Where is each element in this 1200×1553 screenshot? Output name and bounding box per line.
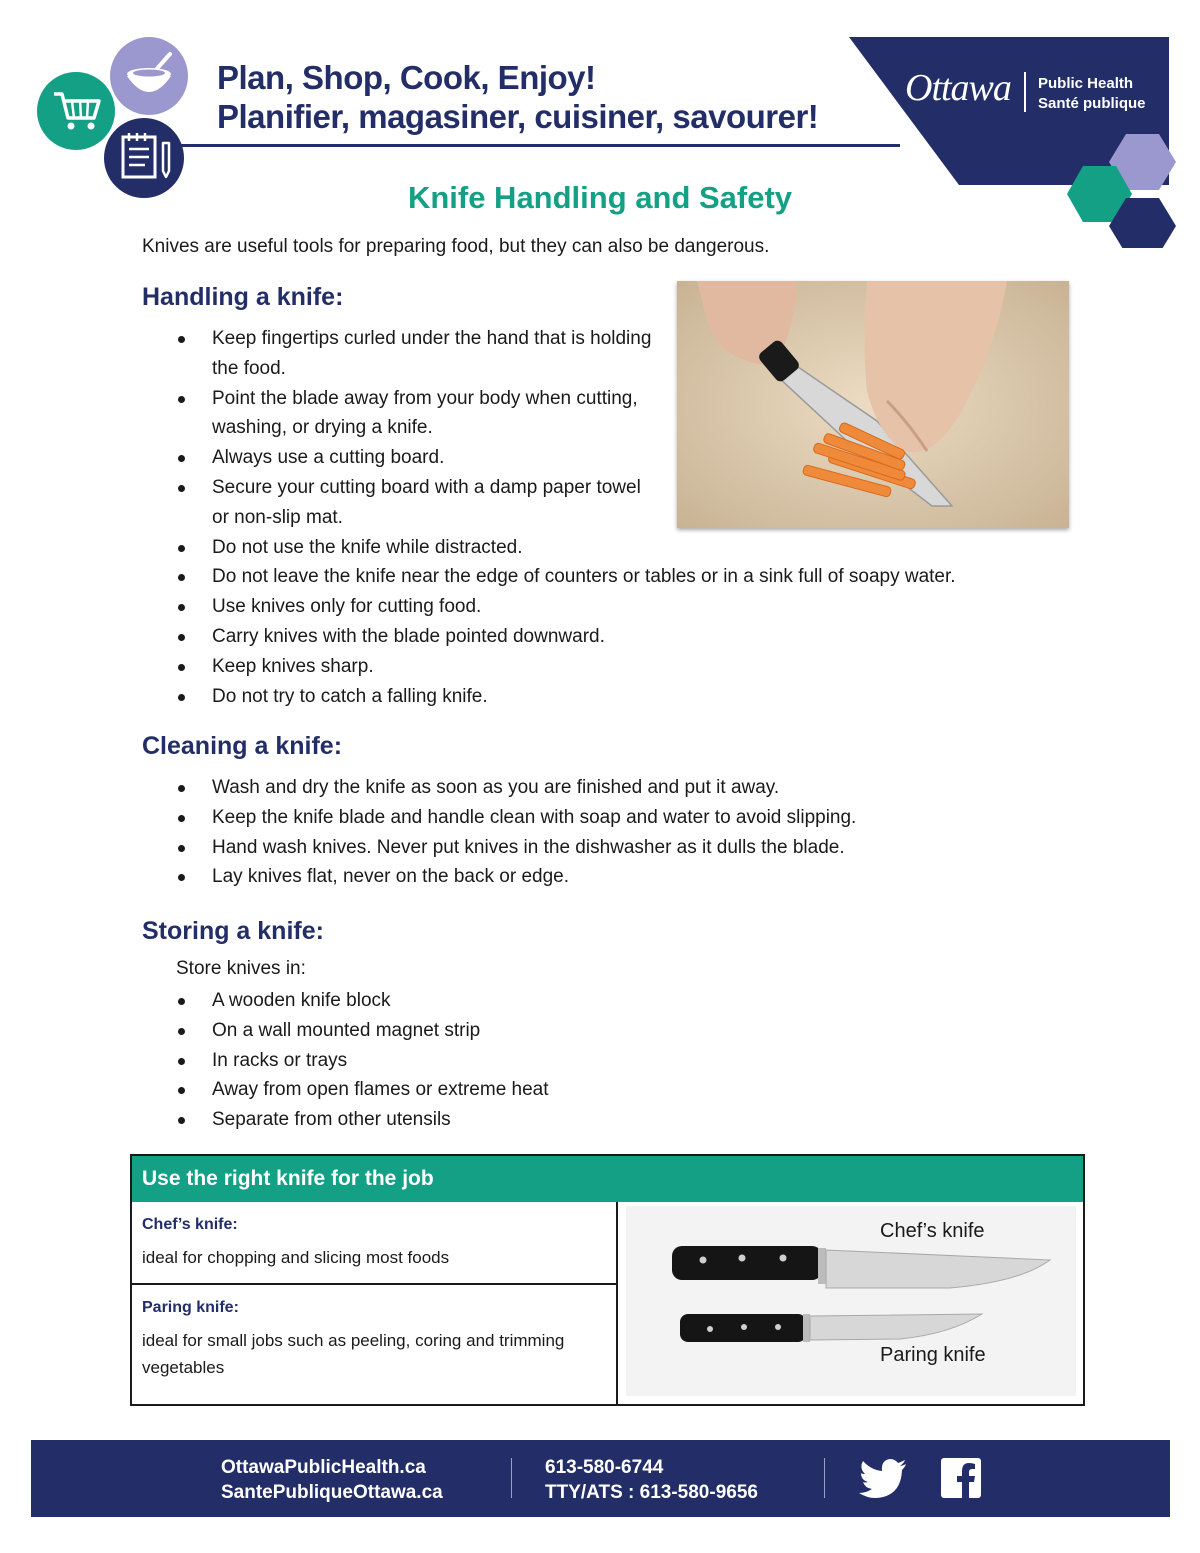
footer-phones: [545, 1455, 758, 1505]
list-item: Wash and dry the knife as soon as you are finished and put it away.: [176, 773, 1112, 803]
header-title-line1: Plan, Shop, Cook, Enjoy!: [217, 59, 596, 96]
list-item: Do not use the knife while distracted.: [176, 533, 1112, 563]
footer: [31, 1440, 1170, 1517]
header-title: [217, 58, 818, 136]
image-label-paring: Paring knife: [880, 1344, 986, 1366]
twitter-icon[interactable]: [859, 1459, 907, 1499]
list-item: Use knives only for cutting food.: [176, 592, 1112, 622]
chefs-knife-desc: ideal for chopping and slicing most foods: [142, 1248, 450, 1267]
paring-knife-desc: ideal for small jobs such as peeling, coring and trimming vegetables: [142, 1331, 565, 1377]
list-item: On a wall mounted magnet strip: [176, 1016, 1112, 1046]
knife-cutting-photo: [677, 281, 1069, 528]
list-item: Keep the knife blade and handle clean with soap and water to avoid slipping.: [176, 803, 1112, 833]
storing-list: [176, 986, 1112, 1135]
footer-divider: [511, 1458, 512, 1498]
list-item: Do not try to catch a falling knife.: [176, 682, 1112, 712]
list-item: Keep knives sharp.: [176, 652, 1112, 682]
brand-divider: [1024, 72, 1026, 112]
handling-heading: Handling a knife:: [142, 283, 344, 311]
ottawa-logo: Ottawa: [905, 67, 1011, 109]
list-item: Do not leave the knife near the edge of counters or tables or in a sink full of soapy water.: [176, 562, 1112, 592]
footer-divider: [824, 1458, 825, 1498]
document-title: Knife Handling and Safety: [407, 180, 793, 215]
storing-intro: Store knives in:: [176, 958, 306, 979]
chefs-knife-label: Chef’s knife:: [142, 1216, 238, 1233]
facebook-icon[interactable]: [941, 1458, 981, 1498]
chefs-knife-cell: [132, 1202, 618, 1285]
knife-table: [130, 1154, 1085, 1406]
website-fr-link[interactable]: SantePubliqueOttawa.ca: [221, 1482, 443, 1503]
cleaning-list: [176, 773, 1112, 892]
list-item: Carry knives with the blade pointed downward.: [176, 622, 1112, 652]
list-item: Point the blade away from your body when cutting, washing, or drying a knife.: [176, 384, 662, 444]
list-item: Separate from other utensils: [176, 1105, 1112, 1135]
list-item: Hand wash knives. Never put knives in the dishwasher as it dulls the blade.: [176, 833, 1112, 863]
footer-websites: [221, 1455, 443, 1505]
tty-number[interactable]: TTY/ATS : 613-580-9656: [545, 1482, 758, 1503]
paring-knife-label: Paring knife:: [142, 1299, 239, 1316]
mixing-bowl-icon: [120, 50, 178, 102]
brand-public-health: [1038, 74, 1146, 114]
phone-number[interactable]: 613-580-6744: [545, 1457, 664, 1478]
brand-line2: Santé publique: [1038, 95, 1146, 112]
image-label-chef: Chef’s knife: [880, 1220, 985, 1242]
cart-icon: [52, 90, 102, 132]
shopping-list-icon: [119, 131, 175, 183]
paring-knife-cell: [132, 1285, 618, 1404]
list-item: Lay knives flat, never on the back or edge.: [176, 862, 1112, 892]
website-en-link[interactable]: OttawaPublicHealth.ca: [221, 1457, 426, 1478]
header-rule: [180, 144, 900, 147]
knife-table-heading: Use the right knife for the job: [132, 1156, 1083, 1202]
knives-image: [620, 1202, 1083, 1404]
brand-line1: Public Health: [1038, 75, 1134, 92]
list-item: Always use a cutting board.: [176, 443, 662, 473]
storing-heading: Storing a knife:: [142, 917, 324, 945]
list-item: In racks or trays: [176, 1046, 1112, 1076]
list-item: Keep fingertips curled under the hand that is holding the food.: [176, 324, 662, 384]
intro-text: Knives are useful tools for preparing food, but they can also be dangerous.: [142, 236, 770, 257]
list-item: Away from open flames or extreme heat: [176, 1075, 1112, 1105]
list-item: Secure your cutting board with a damp paper towel or non-slip mat.: [176, 473, 662, 533]
header-title-line2: Planifier, magasiner, cuisiner, savourer!: [217, 98, 819, 135]
cleaning-heading: Cleaning a knife:: [142, 732, 343, 760]
list-item: A wooden knife block: [176, 986, 1112, 1016]
